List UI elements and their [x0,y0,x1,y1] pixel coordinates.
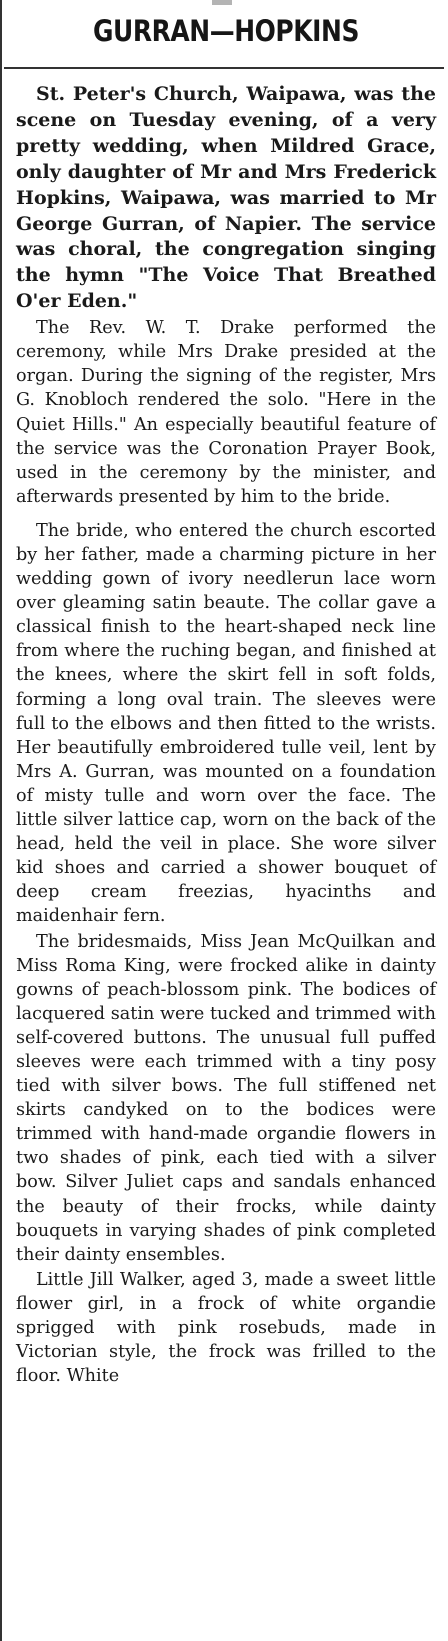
paragraph-ceremony: The Rev. W. T. Drake performed the ceremony, while Mrs Drake presided at the organ. During the signing of the register, Mrs G. Knobloch rendered the solo. "Here in the Quiet Hills." An especially beautiful feature of the service was the Coronation Prayer Book, used in the ceremony by the minister, and afterwards presented by him to the bride. [16,318,436,507]
paragraph-flower-girl: Little Jill Walker, aged 3, made a sweet little flower girl, in a frock of white organdie sprigged with pink rosebuds, made in Victorian style, the frock was frilled to the floor. White [16,1269,436,1387]
paragraph-bridesmaids: The bridesmaids, Miss Jean McQuilkan and Miss Roma King, were frocked alike in dainty gowns of peach-blossom pink. The bodices of lacquered satin were tucked and trimmed with self-covered buttons. The unusual full puffed sleeves were each trimmed with a tiny posy tied with silver bows. The full stiffened net skirts candyked on to the bodices were trimmed with hand-made organdie flowers in two shades of pink, each tied with a silver bow. Silver Juliet caps and sandals enhanced the beauty of their frocks, while dainty bouquets in varying shades of pink completed their dainty ensembles. [16,931,436,1265]
print-fragment [212,0,232,5]
headline-rule [4,67,444,69]
article-body [16,82,436,1388]
paragraph-bride-gown: The bride, who entered the church escorted by her father, made a charming picture in her wedding gown of ivory needlerun lace worn over gleaming satin beaute. The collar gave a classical finish to the heart-shaped neck line from where the ruching began, and finished at the knees, where the skirt fell in soft folds, forming a long oval train. The sleeves were full to the elbows and then fitted to the wrists. Her beautifully embroidered tulle veil, lent by Mrs A. Gurran, was mounted on a foundation of misty tulle and worn over the face. The little silver lattice cap, worn on the back of the head, held the veil in place. She wore silver kid shoes and carried a shower bouquet of deep cream freezias, hyacinths and maidenhair fern. [16,520,436,927]
paragraph-church-scene: St. Peter's Church, Waipawa, was the scene on Tuesday evening, of a very pretty wedding, when Mildred Grace, only daughter of Mr and Mrs Frederick Hopkins, Waipawa, was married to Mr George Gurran, of Napier. The service was choral, the congregation singing the hymn "The Voice That Breathed O'er Eden." [16,83,436,313]
headline: GURRAN—HOPKINS [92,14,360,48]
